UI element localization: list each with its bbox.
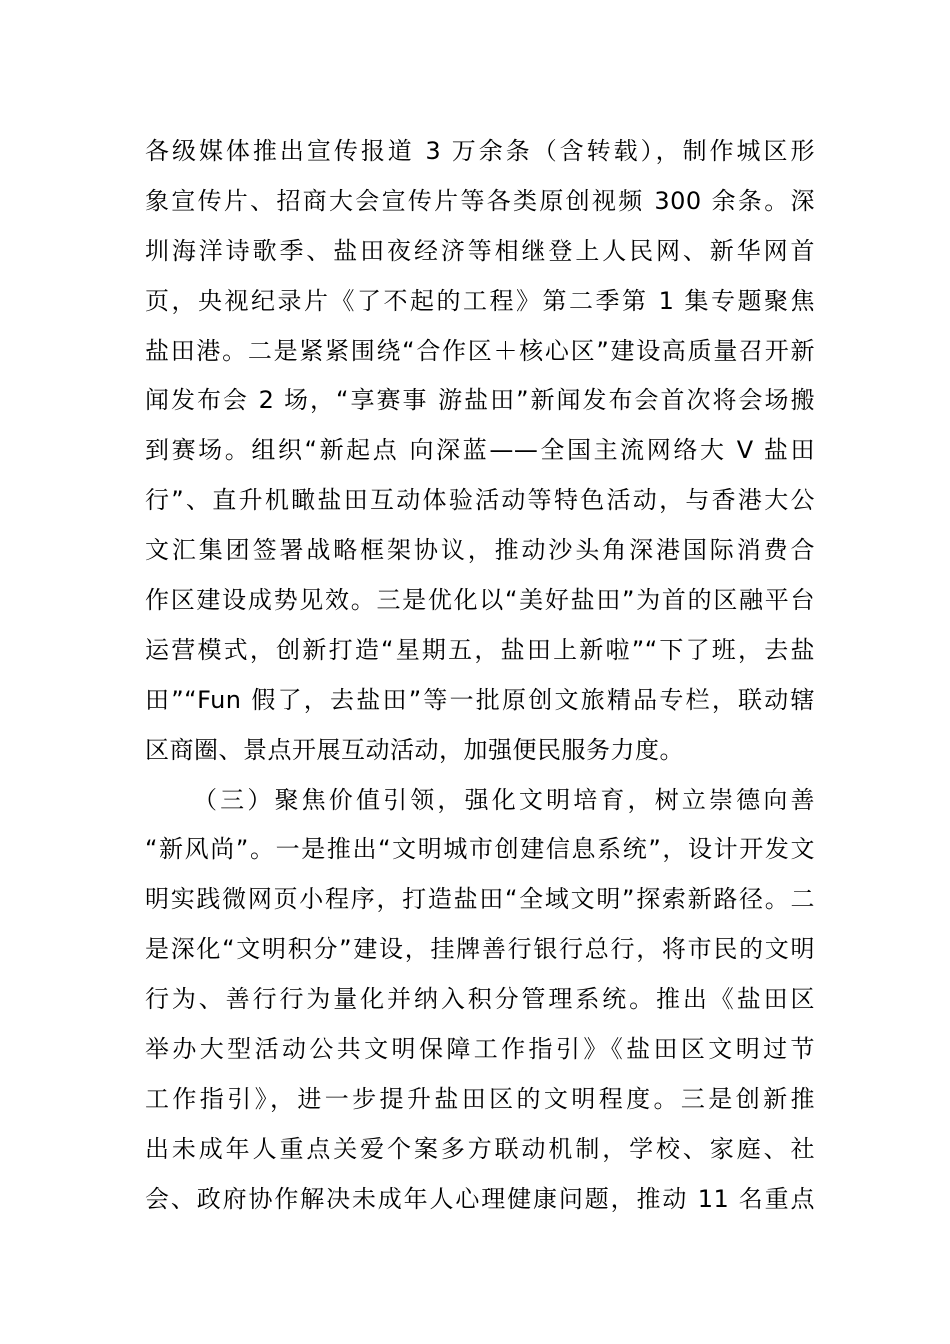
text-line: 页，央视纪录片《了不起的工程》第二季第 1 集专题聚焦 [145,286,815,315]
paragraph-last-line: 区商圈、景点开展互动活动，加强便民服务力度。 [145,735,684,764]
text-line: 行”、直升机瞰盐田互动体验活动等特色活动，与香港大公 [145,486,815,515]
section-heading-line: （三）聚焦价值引领，强化文明培育，树立崇德向善 [193,785,815,814]
text-line: 工作指引》，进一步提升盐田区的文明程度。三是创新推 [145,1084,815,1113]
text-line: 到赛场。组织“新起点 向深蓝——全国主流网络大 V 盐田 [145,436,815,465]
text-line: 运营模式，创新打造“星期五，盐田上新啦”“下了班，去盐 [145,635,815,664]
text-line: 文汇集团签署战略框架协议，推动沙头角深港国际消费合 [145,536,815,565]
text-line: 作区建设成势见效。三是优化以“美好盐田”为首的区融平台 [145,586,815,615]
text-line: 会、政府协作解决未成年人心理健康问题，推动 11 名重点 [145,1184,815,1213]
text-line: 各级媒体推出宣传报道 3 万余条（含转载），制作城区形 [145,137,815,165]
text-line: 盐田港。二是紧紧围绕“合作区＋核心区”建设高质量召开新 [145,336,815,365]
text-line: 是深化“文明积分”建设，挂牌善行银行总行，将市民的文明 [145,935,815,964]
text-line: 出未成年人重点关爱个案多方联动机制，学校、家庭、社 [145,1134,815,1163]
text-line: 行为、善行行为量化并纳入积分管理系统。推出《盐田区 [145,985,815,1014]
text-line: 明实践微网页小程序，打造盐田“全域文明”探索新路径。二 [145,885,815,914]
text-line: 举办大型活动公共文明保障工作指引》《盐田区文明过节 [145,1035,815,1064]
text-line: 田”“Fun 假了，去盐田”等一批原创文旅精品专栏，联动辖 [145,685,815,714]
text-line: 象宣传片、招商大会宣传片等各类原创视频 300 余条。深 [145,186,815,215]
text-line: “新风尚”。一是推出“文明城市创建信息系统”，设计开发文 [145,835,815,864]
text-line: 闻发布会 2 场，“享赛事 游盐田”新闻发布会首次将会场搬 [145,386,815,415]
text-line: 圳海洋诗歌季、盐田夜经济等相继登上人民网、新华网首 [145,236,815,265]
body-text [145,127,815,1225]
